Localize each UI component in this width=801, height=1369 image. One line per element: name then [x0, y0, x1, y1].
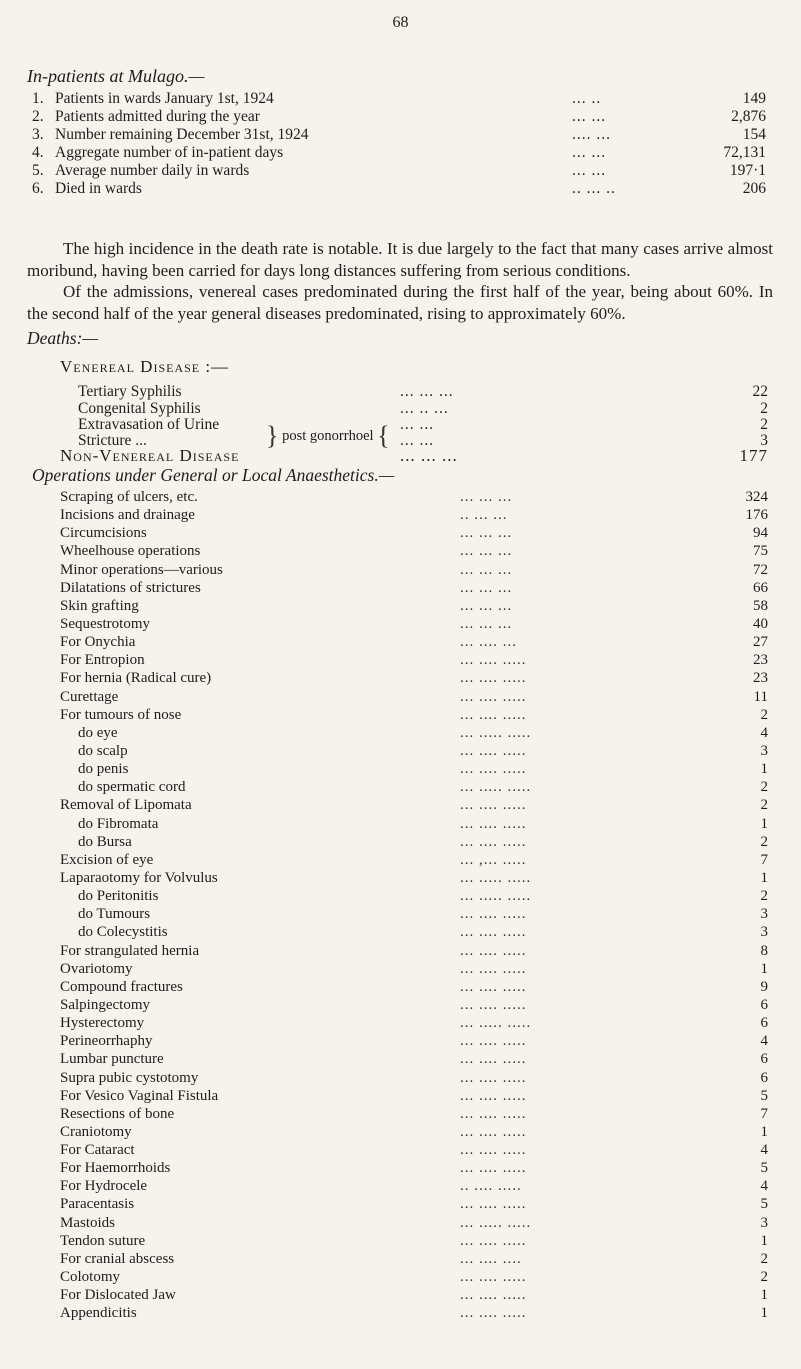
operation-label: For Vesico Vaginal Fistula — [60, 1087, 219, 1104]
operation-leader: ... .... ... — [460, 634, 517, 651]
operation-leader: ... .... ..... — [460, 978, 527, 995]
stat-value: 154 — [742, 126, 766, 143]
operation-row — [60, 542, 768, 560]
stat-leader: ... .. — [572, 90, 602, 107]
operation-label: For hernia (Radical cure) — [60, 670, 212, 687]
operation-count: 4 — [760, 1142, 768, 1159]
operation-label: do eye — [78, 724, 118, 741]
stat-row — [32, 144, 770, 162]
operation-label: Ovariotomy — [60, 960, 133, 977]
operation-leader: ... ... ... — [460, 543, 513, 560]
operation-row — [60, 506, 768, 524]
operation-label: For tumours of nose — [60, 706, 182, 723]
operation-row — [60, 1250, 768, 1268]
operation-leader: ... ... ... — [460, 561, 513, 578]
cause-label: Tertiary Syphilis — [78, 383, 182, 400]
operation-count: 23 — [753, 670, 768, 687]
operation-count: 1 — [760, 1305, 768, 1322]
operation-label: Incisions and drainage — [60, 507, 195, 524]
operation-count: 2 — [760, 1269, 768, 1286]
operation-leader: ... ..... ..... — [460, 779, 532, 796]
non-venereal-leader: ... ... ... — [400, 446, 458, 465]
operation-label: Laparaotomy for Volvulus — [60, 869, 218, 886]
operation-leader: ... .... ..... — [460, 706, 527, 723]
operation-row — [60, 887, 768, 905]
operation-row — [60, 960, 768, 978]
operation-row — [60, 815, 768, 833]
operation-label: do Bursa — [78, 833, 132, 850]
operation-count: 3 — [760, 742, 768, 759]
operation-row — [60, 978, 768, 996]
operation-leader: ... .... ..... — [460, 1033, 527, 1050]
operation-leader: ... .... ..... — [460, 1160, 527, 1177]
brace-close-glyph: { — [377, 421, 390, 450]
stat-label: Patients in wards January 1st, 1924 — [55, 90, 274, 107]
operation-row — [60, 669, 768, 687]
operation-label: do Fibromata — [78, 815, 159, 832]
operation-row — [60, 524, 768, 542]
operation-row — [60, 724, 768, 742]
operation-count: 1 — [760, 1232, 768, 1249]
stat-row — [32, 90, 770, 108]
operation-leader: ... ... ... — [460, 579, 513, 596]
deaths-title: Deaths:— — [27, 328, 98, 348]
paragraph-death-rate: The high incidence in the death rate is notable. It is due largely to the fact that many cases arrive almost moribund, having been carried for days long distances suffering from serious conditions. — [27, 239, 773, 280]
operation-row — [60, 996, 768, 1014]
stat-value: 2,876 — [731, 108, 766, 125]
operation-label: Minor operations—various — [60, 561, 223, 578]
cause-value: 3 — [760, 432, 768, 449]
operation-label: Curettage — [60, 688, 119, 705]
operation-count: 6 — [760, 996, 768, 1013]
operation-label: Skin grafting — [60, 597, 139, 614]
venereal-heading: Venereal Disease :— — [60, 357, 230, 376]
operation-count: 176 — [745, 507, 768, 524]
operation-count: 11 — [753, 688, 768, 705]
stat-value: 206 — [742, 180, 766, 197]
operation-leader: ... .... ..... — [460, 1142, 527, 1159]
operation-row — [60, 833, 768, 851]
stat-number: 6. — [32, 180, 44, 197]
operation-count: 40 — [753, 615, 768, 632]
operation-count: 5 — [760, 1196, 768, 1213]
operation-leader: ... ..... ..... — [460, 1214, 532, 1231]
stat-label: Number remaining December 31st, 1924 — [55, 126, 309, 143]
operation-label: Circumcisions — [60, 525, 147, 542]
operation-count: 66 — [753, 579, 768, 596]
non-venereal-value: 177 — [739, 446, 768, 465]
non-venereal-row — [60, 446, 768, 466]
operation-row — [60, 1159, 768, 1177]
operation-leader: ... .... ..... — [460, 1232, 527, 1249]
cause-row — [78, 383, 768, 401]
operation-row — [60, 1123, 768, 1141]
operation-count: 3 — [760, 906, 768, 923]
operation-label: do scalp — [78, 742, 128, 759]
operation-count: 1 — [760, 761, 768, 778]
operation-label: For cranial abscess — [60, 1250, 175, 1267]
operation-leader: ... .... .... — [460, 1250, 522, 1267]
operation-label: Dilatations of strictures — [60, 579, 201, 596]
operation-leader: ... .... ..... — [460, 996, 527, 1013]
operation-row — [60, 1195, 768, 1213]
operation-label: do Colecystitis — [78, 924, 168, 941]
operation-count: 6 — [760, 1051, 768, 1068]
operation-row — [60, 579, 768, 597]
operation-row — [60, 905, 768, 923]
operation-row — [60, 651, 768, 669]
inpatients-stat-list — [32, 90, 770, 198]
stat-leader: .. ... .. — [572, 180, 616, 197]
operation-label: For strangulated hernia — [60, 942, 200, 959]
operation-leader: ... .... ..... — [460, 1269, 527, 1286]
operation-label: Scraping of ulcers, etc. — [60, 489, 198, 505]
stat-value: 149 — [742, 90, 766, 107]
operations-title: Operations under General or Local Anaesthetics.— — [32, 465, 395, 485]
operation-row — [60, 1032, 768, 1050]
operation-leader: ... .... ..... — [460, 833, 527, 850]
operation-count: 2 — [760, 706, 768, 723]
operation-leader: ... ..... ..... — [460, 869, 532, 886]
operation-row — [60, 942, 768, 960]
inpatients-title: In-patients at Mulago.— — [27, 66, 205, 86]
operation-label: Colotomy — [60, 1269, 121, 1286]
stat-label: Patients admitted during the year — [55, 108, 260, 125]
stat-value: 197·1 — [729, 162, 766, 179]
operation-row — [60, 869, 768, 887]
operation-leader: ... .... ..... — [460, 1196, 527, 1213]
operation-count: 2 — [760, 1250, 768, 1267]
cause-value: 2 — [760, 400, 768, 417]
operation-row — [60, 615, 768, 633]
operation-row — [60, 706, 768, 724]
operation-count: 94 — [753, 525, 768, 542]
operation-leader: ... .... ..... — [460, 670, 527, 687]
operation-count: 7 — [760, 1105, 768, 1122]
stat-number: 5. — [32, 162, 44, 179]
operation-label: Sequestrotomy — [60, 615, 150, 632]
operation-row — [60, 923, 768, 941]
operation-leader: ... .... ..... — [460, 742, 527, 759]
stat-row — [32, 126, 770, 144]
operation-row — [60, 1286, 768, 1304]
cause-label: Congenital Syphilis — [78, 400, 201, 417]
operation-label: For Dislocated Jaw — [60, 1287, 176, 1304]
stat-leader: ... ... — [572, 144, 607, 161]
operation-label: Mastoids — [60, 1214, 116, 1231]
operation-label: do Peritonitis — [78, 888, 159, 905]
operation-label: do spermatic cord — [78, 779, 186, 796]
operation-leader: ... .... ..... — [460, 924, 527, 941]
operation-count: 3 — [760, 1214, 768, 1231]
operation-leader: ... ... ... — [460, 489, 513, 505]
paragraph-admissions: Of the admissions, venereal cases predominated during the first half of the year, being about 60%. In the second half of the year general diseases predominated, rising to approximately 60%. — [27, 282, 773, 323]
cause-leader: ... ... — [400, 416, 435, 433]
operation-count: 7 — [760, 851, 768, 868]
operation-row — [60, 1105, 768, 1123]
operations-list — [60, 488, 768, 1322]
operation-row — [60, 561, 768, 579]
operation-leader: ... .... ..... — [460, 1069, 527, 1086]
operation-label: Compound fractures — [60, 978, 183, 995]
cause-label: Extravasation of Urine — [78, 416, 220, 433]
operation-count: 1 — [760, 960, 768, 977]
operation-leader: ... ..... ..... — [460, 724, 532, 741]
operation-row — [60, 778, 768, 796]
operation-row — [60, 1177, 768, 1195]
operation-leader: ... .... ..... — [460, 1305, 527, 1322]
operation-row — [60, 1232, 768, 1250]
operation-leader: ... .... ..... — [460, 1087, 527, 1104]
operation-count: 3 — [760, 924, 768, 941]
operation-row — [60, 1087, 768, 1105]
stat-leader: .... ... — [572, 126, 611, 143]
operation-count: 1 — [760, 869, 768, 886]
cause-value: 22 — [752, 383, 768, 400]
stat-number: 4. — [32, 144, 44, 161]
operation-label: Removal of Lipomata — [60, 797, 192, 814]
operation-row — [60, 1268, 768, 1286]
operation-leader: ... ,... ..... — [460, 851, 527, 868]
operation-count: 4 — [760, 1033, 768, 1050]
operation-leader: ... .... ..... — [460, 761, 527, 778]
operation-label: Craniotomy — [60, 1123, 132, 1140]
stat-label: Average number daily in wards — [55, 162, 250, 179]
stat-value: 72,131 — [723, 144, 766, 161]
stat-label: Aggregate number of in-patient days — [55, 144, 284, 161]
operation-leader: ... ..... ..... — [460, 888, 532, 905]
operation-leader: ... .... ..... — [460, 797, 527, 814]
operation-row — [60, 1304, 768, 1322]
operation-count: 9 — [760, 978, 768, 995]
operation-row — [60, 597, 768, 615]
operation-label: Resections of bone — [60, 1105, 175, 1122]
stat-leader: ... ... — [572, 108, 607, 125]
stat-leader: ... ... — [572, 162, 607, 179]
non-venereal-label: Non-Venereal Disease — [60, 446, 240, 465]
operation-label: Tendon suture — [60, 1232, 146, 1249]
operation-count: 6 — [760, 1069, 768, 1086]
operation-count: 27 — [753, 634, 768, 651]
bracket-note-text: post gonorrhoel — [282, 428, 374, 444]
operation-label: do Tumours — [78, 906, 151, 923]
operation-leader: ... ... ... — [460, 525, 513, 542]
stat-row — [32, 108, 770, 126]
operation-count: 4 — [760, 1178, 768, 1195]
operation-count: 324 — [745, 489, 768, 505]
operation-leader: ... ... ... — [460, 597, 513, 614]
operation-leader: ... ..... ..... — [460, 1015, 532, 1032]
operation-row — [60, 1014, 768, 1032]
operation-leader: ... .... ..... — [460, 942, 527, 959]
operation-row — [60, 633, 768, 651]
operation-row — [60, 488, 768, 506]
operation-count: 72 — [753, 561, 768, 578]
operation-label: For Cataract — [60, 1142, 135, 1159]
operation-row — [60, 1214, 768, 1232]
operation-label: Lumbar puncture — [60, 1051, 164, 1068]
operation-leader: ... .... ..... — [460, 688, 527, 705]
page-number: 68 — [392, 14, 409, 31]
operation-row — [60, 742, 768, 760]
operation-label: Salpingectomy — [60, 996, 150, 1013]
cause-leader: ... ... — [400, 432, 435, 449]
operation-label: do penis — [78, 761, 129, 778]
operation-count: 58 — [753, 597, 768, 614]
operation-leader: ... .... ..... — [460, 652, 527, 669]
operation-label: For Onychia — [60, 634, 136, 651]
operation-count: 2 — [760, 888, 768, 905]
operation-count: 75 — [753, 543, 768, 560]
operation-leader: ... .... ..... — [460, 1105, 527, 1122]
operation-label: For Hydrocele — [60, 1178, 148, 1195]
brace-open-glyph: } — [266, 421, 279, 450]
operation-count: 4 — [760, 724, 768, 741]
operation-label: Wheelhouse operations — [60, 543, 201, 560]
operation-label: Supra pubic cystotomy — [60, 1069, 199, 1086]
operation-leader: ... .... ..... — [460, 1123, 527, 1140]
operation-count: 1 — [760, 1287, 768, 1304]
operation-label: For Haemorrhoids — [60, 1160, 171, 1177]
cause-label: Stricture ... — [78, 432, 147, 449]
operation-count: 1 — [760, 815, 768, 832]
operation-count: 2 — [760, 779, 768, 796]
operation-leader: ... .... ..... — [460, 815, 527, 832]
cause-leader: ... ... ... — [400, 383, 454, 400]
operation-label: Paracentasis — [60, 1196, 135, 1213]
operation-leader: ... .... ..... — [460, 906, 527, 923]
cause-value: 2 — [760, 416, 768, 433]
operation-label: Appendicitis — [60, 1305, 137, 1322]
operation-row — [60, 796, 768, 814]
stat-number: 2. — [32, 108, 44, 125]
stat-row — [32, 180, 770, 198]
stat-number: 1. — [32, 90, 44, 107]
operation-row — [60, 1050, 768, 1068]
operation-leader: ... .... ..... — [460, 960, 527, 977]
operation-row — [60, 688, 768, 706]
operation-row — [60, 851, 768, 869]
operation-row — [60, 1141, 768, 1159]
operation-label: Perineorrhaphy — [60, 1033, 153, 1050]
operation-leader: ... ... ... — [460, 615, 513, 632]
operation-count: 2 — [760, 797, 768, 814]
operation-count: 5 — [760, 1160, 768, 1177]
operation-count: 5 — [760, 1087, 768, 1104]
operation-label: For Entropion — [60, 652, 145, 669]
stat-row — [32, 162, 770, 180]
operation-leader: ... .... ..... — [460, 1051, 527, 1068]
stat-number: 3. — [32, 126, 44, 143]
stat-label: Died in wards — [55, 180, 142, 197]
cause-leader: ... .. ... — [400, 400, 449, 417]
operation-leader: .. .... ..... — [460, 1178, 522, 1195]
operation-leader: .. ... ... — [460, 507, 508, 524]
operation-label: Excision of eye — [60, 851, 154, 868]
operation-leader: ... .... ..... — [460, 1287, 527, 1304]
operation-label: Hysterectomy — [60, 1015, 145, 1032]
operation-count: 23 — [753, 652, 768, 669]
operation-count: 6 — [760, 1015, 768, 1032]
operation-row — [60, 1069, 768, 1087]
operation-count: 2 — [760, 833, 768, 850]
operation-count: 8 — [760, 942, 768, 959]
operation-row — [60, 760, 768, 778]
operation-count: 1 — [760, 1123, 768, 1140]
